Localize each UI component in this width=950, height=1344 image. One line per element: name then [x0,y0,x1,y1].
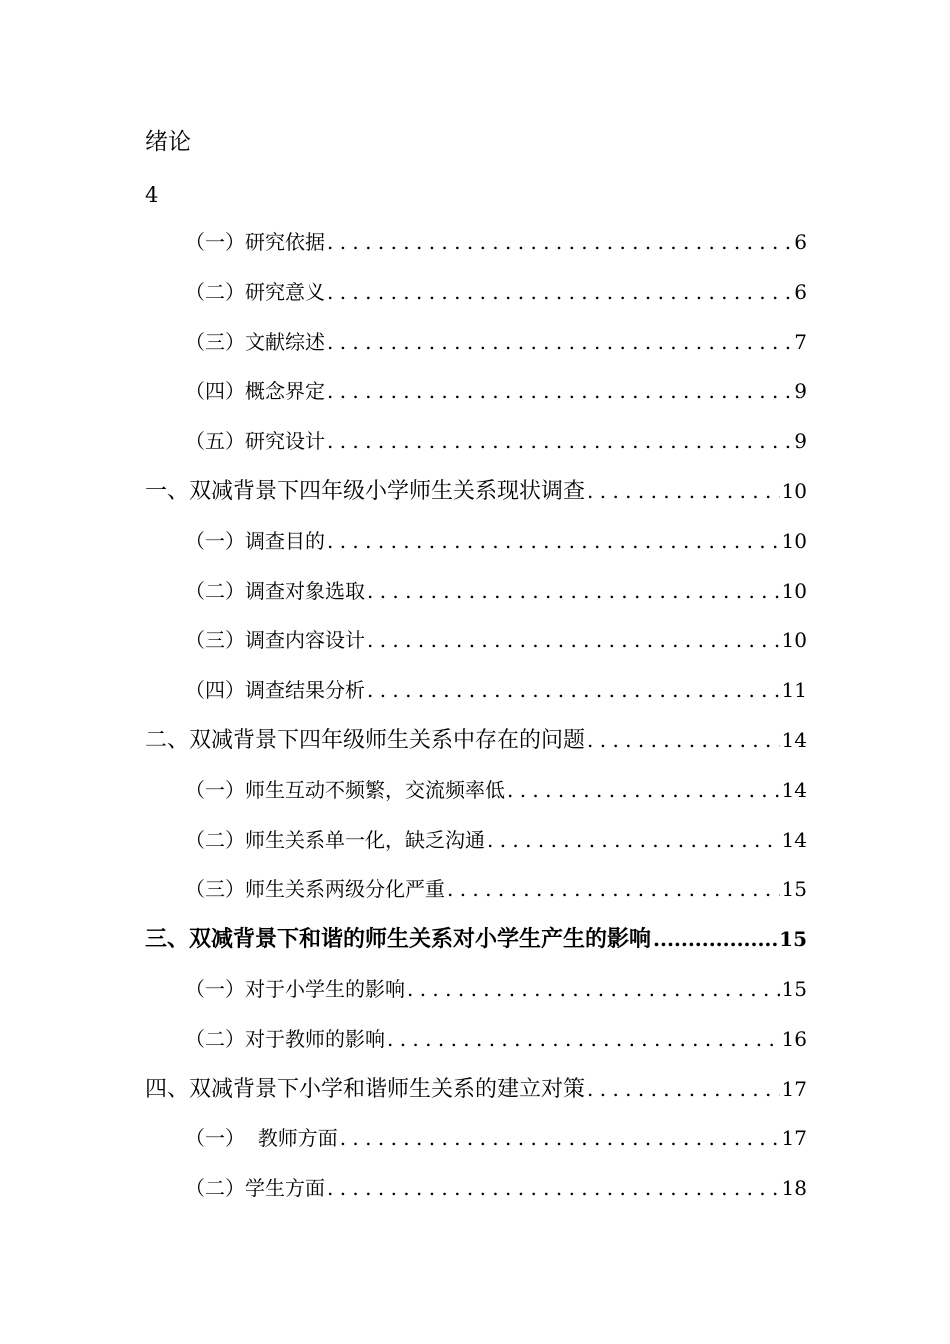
toc-entry[interactable] [145,623,807,673]
toc-entry-label: 二、双减背景下四年级师生关系中存在的问题 [145,727,586,753]
toc-dot-leader [447,872,780,906]
toc-entry-label: （三）调查内容设计 [185,628,365,653]
toc-entry-label: （四）调查结果分析 [185,678,365,703]
toc-dot-leader [327,1171,780,1205]
toc-dot-leader [327,374,792,408]
toc-entry-page: 15 [781,877,807,902]
toc-dot-leader [587,474,780,508]
toc-dot-leader [340,1121,780,1155]
toc-entry-label: （一）师生互动不频繁，交流频率低 [185,777,505,802]
toc-entry[interactable] [145,1022,807,1072]
toc-chapter-entry[interactable] [145,1072,807,1122]
toc-entry-page: 14 [781,827,807,852]
toc-entry-page: 17 [781,1126,807,1151]
toc-dot-leader [327,325,792,359]
toc-entry-page: 10 [781,528,807,553]
toc-dot-leader [367,574,780,608]
toc-dot-leader [327,424,792,458]
toc-entry-label: （一）对于小学生的影响 [185,976,405,1001]
toc-dot-leader [653,922,777,956]
toc-entry-page: 17 [781,1076,807,1101]
toc-dot-leader [487,823,780,857]
toc-entry-page: 15 [779,927,807,952]
toc-entry[interactable] [145,574,807,624]
toc-entry-label: （三）师生关系两级分化严重 [185,877,445,902]
toc-dot-leader [587,723,780,757]
toc-entry-label: （一）调查目的 [185,528,325,553]
toc-dot-leader [327,225,792,259]
toc-dot-leader [507,773,780,807]
toc-entry-page: 10 [781,578,807,603]
toc-entry-label: 一、双减背景下四年级小学师生关系现状调查 [145,478,586,504]
toc-entry[interactable] [145,823,807,873]
toc-entry-label: （一） 教师方面 [185,1126,338,1151]
toc-entry-label: （二）研究意义 [185,279,325,304]
toc-entry[interactable] [145,673,807,723]
toc-dot-leader [327,524,780,558]
toc-entry-label: （五）研究设计 [185,429,325,454]
toc-entry-page: 6 [794,230,807,254]
toc-entry[interactable] [145,872,807,922]
toc-title-page-number: 4 [145,183,159,207]
toc-entry-label: （三）文献综述 [185,329,325,354]
toc-chapter-entry[interactable] [145,922,807,972]
toc-entry-label: （二）对于教师的影响 [185,1026,385,1051]
toc-entry[interactable] [145,773,807,823]
toc-entry-page: 7 [794,329,807,354]
toc-entry-page: 14 [781,727,807,752]
toc-entry-label: 三、双减背景下和谐的师生关系对小学生产生的影响 [145,926,652,953]
toc-entry[interactable] [145,225,807,275]
table-of-contents [145,225,807,1221]
toc-entry[interactable] [145,374,807,424]
toc-entry-page: 15 [781,976,807,1001]
toc-chapter-entry[interactable] [145,474,807,524]
toc-entry-label: （四）概念界定 [185,379,325,404]
toc-dot-leader [387,1022,780,1056]
toc-entry-page: 16 [781,1026,807,1051]
toc-dot-leader [327,275,792,309]
toc-entry-page: 9 [794,379,807,404]
toc-chapter-entry[interactable] [145,723,807,773]
toc-entry-label: （一）研究依据 [185,230,325,254]
toc-entry[interactable] [145,524,807,574]
toc-entry[interactable] [145,325,807,375]
toc-entry[interactable] [145,424,807,474]
toc-entry-label: 四、双减背景下小学和谐师生关系的建立对策 [145,1076,586,1102]
toc-entry-page: 18 [781,1176,807,1201]
toc-entry-page: 9 [794,429,807,454]
toc-title: 绪论 [145,129,191,155]
toc-entry-label: （二）学生方面 [185,1176,325,1201]
toc-dot-leader [367,673,780,707]
toc-entry-page: 10 [781,478,807,503]
toc-entry-page: 14 [781,777,807,802]
toc-dot-leader [367,623,780,657]
toc-entry[interactable] [145,1171,807,1221]
toc-entry-page: 10 [781,628,807,653]
toc-dot-leader [587,1072,780,1106]
toc-dot-leader [407,972,780,1006]
toc-entry-label: （二）师生关系单一化，缺乏沟通 [185,827,485,852]
toc-entry[interactable] [145,1121,807,1171]
toc-entry[interactable] [145,972,807,1022]
toc-entry-page: 6 [794,279,807,304]
toc-entry[interactable] [145,275,807,325]
toc-entry-label: （二）调查对象选取 [185,578,365,603]
toc-entry-page: 11 [781,678,807,703]
